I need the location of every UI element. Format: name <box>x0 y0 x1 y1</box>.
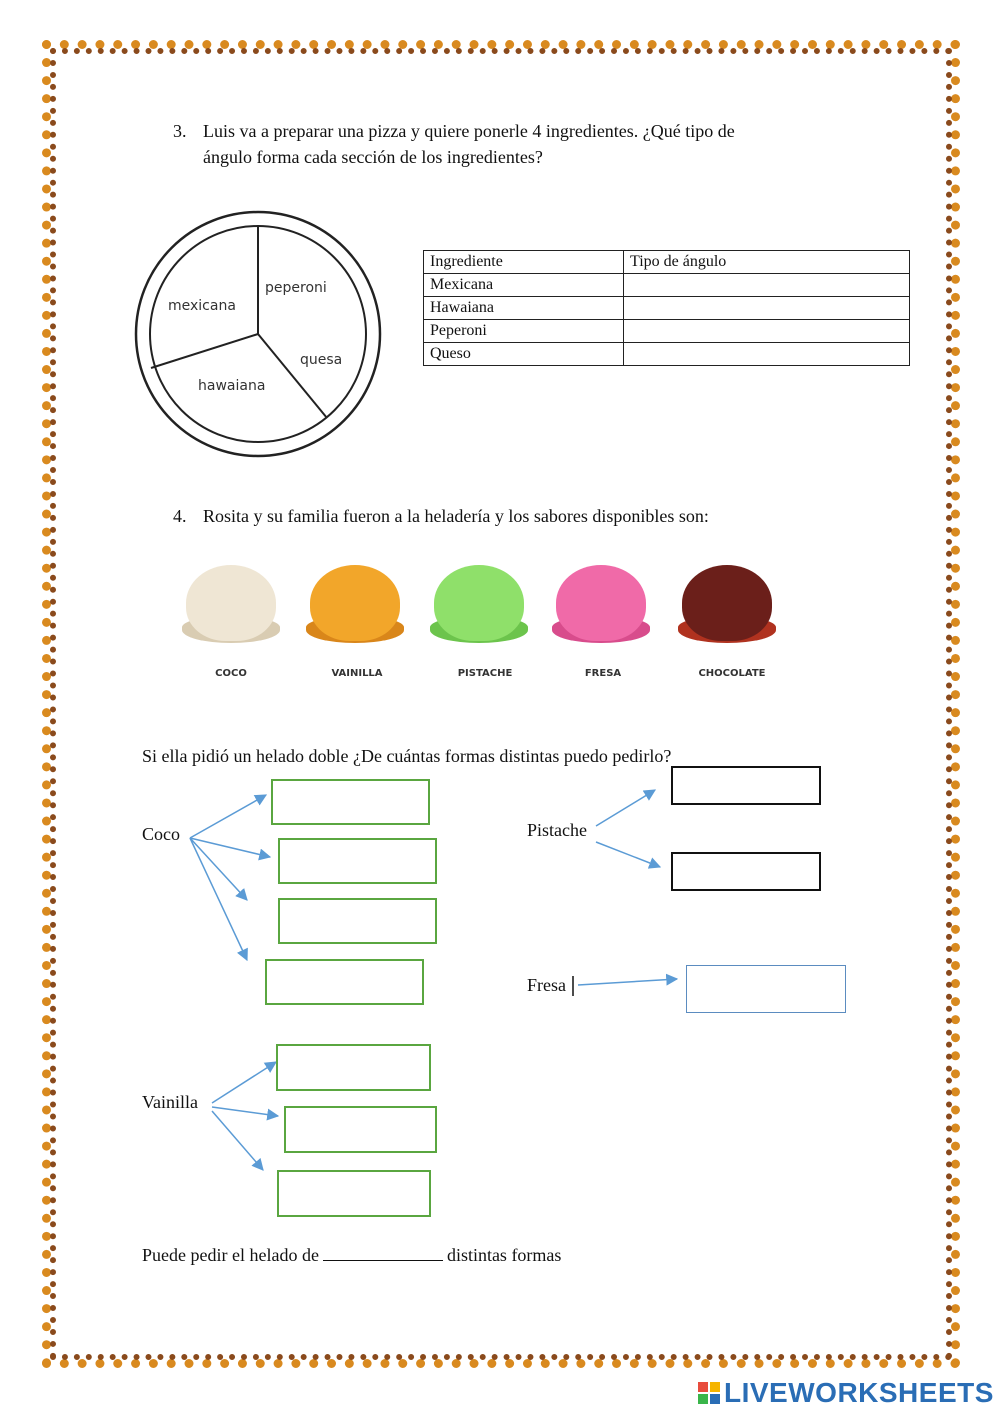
vainilla-answer-box-2[interactable] <box>284 1106 437 1153</box>
pistache-answer-box-1[interactable] <box>671 766 821 805</box>
final-answer-sentence <box>142 1244 561 1266</box>
logo-square <box>710 1394 720 1404</box>
question-number: 4. <box>173 506 187 526</box>
question-3-line-2: ángulo forma cada sección de los ingredientes? <box>203 147 543 167</box>
ice-cream-scoop-pistache <box>430 565 528 655</box>
ingredient-cell: Hawaiana <box>424 297 624 320</box>
scoop-ball <box>556 565 646 641</box>
flavor-label-coco: COCO <box>215 668 247 679</box>
question-3-line-1: Luis va a preparar una pizza y quiere ponerle 4 ingredientes. ¿Qué tipo de <box>203 121 735 141</box>
tree-label-pistache: Pistache <box>527 820 587 840</box>
scoop-ball <box>682 565 772 641</box>
logo-mark-icon <box>698 1382 720 1404</box>
table-row <box>424 274 910 297</box>
scoop-ball <box>310 565 400 641</box>
slice-label-hawaiana: hawaiana <box>198 378 266 394</box>
ice-cream-scoop-vainilla <box>306 565 404 655</box>
question-3 <box>173 118 853 174</box>
double-scoop-question: Si ella pidió un helado doble ¿De cuántas formas distintas puedo pedirlo? <box>142 746 672 766</box>
column-header: Tipo de ángulo <box>624 251 910 274</box>
tree-label-vainilla: Vainilla <box>142 1092 198 1112</box>
column-header: Ingrediente <box>424 251 624 274</box>
flavor-label-chocolate: CHOCOLATE <box>698 668 766 679</box>
tree-label-coco: Coco <box>142 824 180 844</box>
table-row <box>424 320 910 343</box>
ingredient-cell: Mexicana <box>424 274 624 297</box>
fresa-answer-box[interactable] <box>686 965 846 1013</box>
slice-label-quesa: quesa <box>300 352 343 368</box>
question-4-text: Rosita y su familia fueron a la heladería y los sabores disponibles son: <box>203 506 709 526</box>
logo-text: LIVEWORKSHEETS <box>724 1377 994 1408</box>
table-row <box>424 343 910 366</box>
coco-answer-box-2[interactable] <box>278 838 437 884</box>
final-answer-blank[interactable] <box>323 1244 443 1261</box>
flavor-label-fresa: FRESA <box>584 668 622 679</box>
angle-answer-cell[interactable] <box>624 274 910 297</box>
logo-square <box>710 1382 720 1392</box>
angle-table <box>423 250 910 366</box>
ice-cream-scoop-coco <box>182 565 280 655</box>
ingredient-cell: Queso <box>424 343 624 366</box>
vainilla-answer-box-3[interactable] <box>277 1170 431 1217</box>
tree-label-fresa: Fresa <box>527 975 566 995</box>
ingredient-cell: Peperoni <box>424 320 624 343</box>
scoop-ball <box>434 565 524 641</box>
angle-answer-cell[interactable] <box>624 297 910 320</box>
ice-cream-scoop-chocolate <box>678 565 776 655</box>
pizza-diagram <box>132 208 384 460</box>
table-header-row <box>424 251 910 274</box>
angle-answer-cell[interactable] <box>624 320 910 343</box>
table-row <box>424 297 910 320</box>
coco-answer-box-4[interactable] <box>265 959 424 1005</box>
final-answer-suffix: distintas formas <box>446 1245 562 1265</box>
question-4 <box>173 503 813 531</box>
coco-answer-box-3[interactable] <box>278 898 437 944</box>
liveworksheets-logo <box>698 1378 994 1408</box>
logo-square <box>698 1382 708 1392</box>
ice-cream-scoop-fresa <box>552 565 650 655</box>
question-number: 3. <box>173 121 187 141</box>
scoop-ball <box>186 565 276 641</box>
slice-label-peperoni: peperoni <box>265 280 327 296</box>
vainilla-answer-box-1[interactable] <box>276 1044 431 1091</box>
slice-label-mexicana: mexicana <box>168 298 236 314</box>
coco-answer-box-1[interactable] <box>271 779 430 825</box>
flavor-label-pistache: PISTACHE <box>457 668 513 679</box>
flavor-label-vainilla: VAINILLA <box>331 668 383 679</box>
pistache-answer-box-2[interactable] <box>671 852 821 891</box>
logo-square <box>698 1394 708 1404</box>
angle-answer-cell[interactable] <box>624 343 910 366</box>
final-answer-prefix: Puede pedir el helado de <box>142 1245 319 1265</box>
